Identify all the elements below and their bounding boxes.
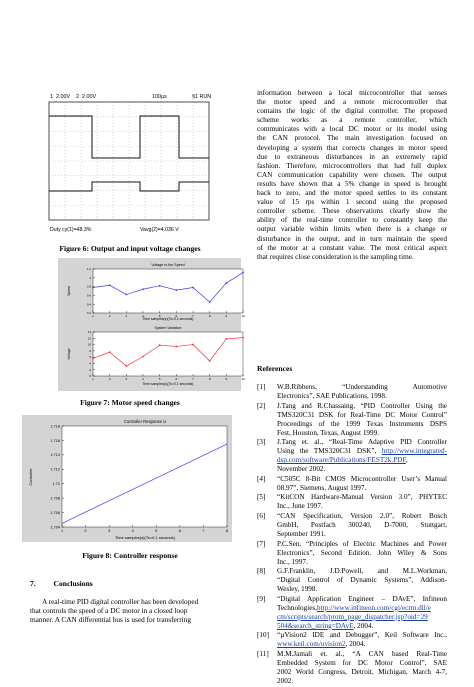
y-tick-label: 1.708: [50, 496, 60, 501]
figure-7-caption: Figure 7: Motor speed changes: [80, 398, 180, 407]
reference-line: P.C.Sen, “Principles of Electric Machines and Power: [277, 539, 447, 548]
controller-plot-ylabel: Controller: [28, 468, 33, 486]
x-tick-label: 2: [108, 377, 111, 381]
reference-line: “Digital Application Engineer – DAvE”, Infineon: [277, 594, 447, 603]
data-point: [192, 344, 194, 346]
reference-number: [9]: [257, 594, 266, 603]
y-tick-label: 14: [87, 330, 91, 335]
variation-plot-area: [93, 332, 243, 376]
reference-line: G.F.Franklin, J.D.Powell, and M.L.Workman,: [277, 567, 447, 576]
motor-speed-plots: [58, 258, 245, 391]
conclusions-continued-paragraph: [257, 88, 447, 261]
data-point: [109, 284, 111, 286]
reference-number: [10]: [257, 631, 269, 640]
scope-readout-vavg: Vavg(2)=4.036 V: [140, 227, 179, 233]
y-tick-label: 1.71: [52, 482, 60, 487]
reference-line: dsp.com/software/Publications/FEST2k.PDF,: [277, 456, 408, 465]
x-tick-label: 9: [225, 377, 228, 381]
data-point: [142, 288, 144, 290]
references-list: [257, 383, 447, 687]
text-line: that controls the speed of a DC motor in a closed loop: [30, 606, 188, 616]
reference-line: GmbH, Postfach 300240, D-7000, Stuttgart,: [277, 520, 447, 529]
figure-6: [44, 91, 214, 241]
reference-text: [277, 402, 447, 438]
y-tick-label: 10: [87, 342, 91, 347]
section-7-title: Conclusions: [53, 579, 93, 588]
x-tick-label: 4: [142, 314, 144, 318]
x-tick-label: 7: [192, 314, 194, 318]
reference-item: [257, 383, 447, 401]
x-tick-label: 9: [225, 314, 228, 318]
scope-run-status: §1 RUN: [192, 94, 212, 100]
reference-text: [277, 631, 447, 649]
y-tick-label: 0.2: [86, 311, 91, 316]
section-7-heading: [30, 579, 93, 588]
reference-line: September 1991.: [277, 529, 326, 538]
text-line: fashion. Therefore, microcontrollers that had full duplex: [257, 160, 447, 170]
data-point: [192, 287, 194, 289]
x-tick-label: 5: [158, 377, 161, 381]
scope-ch2-scale: 2.00V: [82, 94, 97, 100]
data-point: [225, 338, 227, 340]
reference-line: TMS320C31 DSK for Real-Time DC Motor Control”: [277, 410, 447, 419]
text-line: controller scheme. These observations clearly show the: [257, 206, 447, 216]
speed-plot-xlabel: Time samples(s)(Ts=0.1 seconds): [142, 317, 194, 321]
reference-text: [277, 567, 447, 594]
reference-number: [2]: [257, 401, 266, 410]
data-point: [242, 337, 244, 339]
reference-item: [257, 475, 447, 493]
x-tick-label: 7: [202, 528, 205, 533]
y-tick-label: 0.4: [86, 302, 91, 307]
reference-line: Inc., June 1997.: [277, 502, 323, 511]
reference-line: 504&search_string=DAvE, 2004.: [277, 621, 374, 630]
y-tick-label: 1.2: [86, 267, 91, 272]
text-line: of the motor at a constant value. The most critical aspect: [257, 242, 447, 252]
y-tick-label: 1.712: [50, 467, 60, 472]
controller-plot-title: Controller Response U: [123, 419, 167, 424]
data-point: [125, 365, 127, 367]
y-tick-label: 1.714: [50, 453, 60, 458]
reference-url-link[interactable]: www.keil.com/uvision2: [277, 640, 346, 649]
reference-item: [257, 540, 447, 567]
y-tick-label: 12: [87, 336, 91, 341]
text-line: manner. A CAN differential bus is used for transferring: [30, 615, 191, 625]
reference-url-link[interactable]: dsp.com/software/Publications/FEST2k.PDF: [277, 456, 406, 465]
y-tick-label: 4: [89, 361, 91, 366]
references-heading: References: [257, 364, 293, 373]
reference-line: Inc., 1997.: [277, 557, 308, 566]
reference-number: [3]: [257, 438, 266, 447]
reference-number: [7]: [257, 539, 266, 548]
x-tick-label: 4: [131, 528, 134, 533]
text-line: disturbance in the output, and in turn maintain the speed: [257, 233, 447, 243]
y-tick-label: 1.706: [50, 510, 60, 515]
reference-url-link[interactable]: 504&search_string=DAvE: [277, 621, 354, 630]
y-tick-label: 8: [89, 348, 91, 353]
scope-ch2-number: 2: [76, 94, 79, 100]
variation-plot-title: System Variation: [154, 326, 182, 330]
reference-line: “CAN Specification, Version 2.0”, Robert Bosch: [277, 511, 447, 520]
text-line: ability of the real-time controller to constantly keep the: [257, 215, 447, 225]
text-line: value of 15 rps within 1 second using the proposed: [257, 197, 447, 207]
x-tick-label: 1: [92, 314, 94, 318]
reference-url-link[interactable]: http://www.integrated-: [381, 447, 447, 456]
section-7-number: 7.: [30, 579, 36, 588]
y-tick-label: 6: [89, 355, 91, 360]
speed-plot-title: Voltage to the Speed: [151, 263, 185, 267]
reference-line: Electronics”, Second Edition. John Wiley & Sons: [277, 548, 447, 557]
reference-line: M.M.Jamali et. al., “A CAN based Real-Time: [277, 649, 447, 658]
data-point: [109, 351, 111, 353]
reference-line: 2002.: [277, 676, 294, 685]
reference-text: [277, 512, 447, 539]
x-tick-label: 1: [60, 528, 64, 533]
data-point: [175, 346, 177, 348]
text-line: contains the logic of the digital controller. The proposed: [257, 106, 447, 116]
reference-line: Using the TMS320C31 DSK”, http://www.integrated-: [277, 447, 447, 456]
reference-line: Wesley, 1998.: [277, 585, 318, 594]
text-line: that requires close consideration is the sampling time.: [257, 251, 414, 261]
x-tick-label: 1: [92, 377, 94, 381]
reference-number: [1]: [257, 383, 266, 391]
reference-line: www.keil.com/uvision2, 2004.: [277, 640, 366, 649]
text-line: information between a local microcontroller that senses: [257, 88, 447, 97]
x-tick-label: 6: [175, 377, 178, 381]
x-tick-label: 10: [241, 377, 245, 381]
reference-line: 08.97”, Siemens, August 1997.: [277, 483, 367, 492]
scope-ch1-scale: 2.00V: [56, 94, 71, 100]
data-point: [175, 289, 177, 291]
figure-7: [58, 258, 245, 391]
x-tick-label: 8: [208, 314, 211, 318]
reference-line: Electronics”, SAE Publications, 1998.: [277, 392, 387, 400]
reference-url-link[interactable]: http://www.infineon.com/cgi/ecrm.dll/e: [317, 603, 431, 612]
reference-line: “Digital Control of Dynamic Systems”, Addison-: [277, 576, 447, 585]
scope-readout-duty-cycle: Duty cy(1)=48.3%: [50, 227, 92, 233]
text-line: back to zero, and the motor speed settles to its constant: [257, 188, 447, 198]
data-point: [159, 285, 161, 287]
data-point: [225, 282, 227, 284]
text-line: results have shown that a 5% change in speed is brought: [257, 178, 447, 188]
x-tick-label: 2: [84, 528, 87, 533]
reference-line: Embedded System for DC Motor Control”, SAE: [277, 658, 447, 667]
scope-time-scale: 100µs: [152, 94, 167, 100]
reference-line: November 2002.: [277, 465, 326, 474]
reference-number: [4]: [257, 474, 266, 483]
data-point: [92, 358, 94, 360]
x-tick-label: 6: [175, 314, 178, 318]
y-tick-label: 0.6: [86, 293, 91, 298]
text-line: scheme works as a remote controller, which: [257, 115, 447, 125]
text-line: A real-time PID digital controller has been developed: [42, 597, 199, 606]
reference-line: 2002 World Congress, Detroit, Michigan, March 4-7,: [277, 667, 447, 676]
text-line: due to extraneous disturbances in an extremely rapid: [257, 151, 447, 161]
reference-line: “C505C 8-Bit CMOS Microcontroller User’s Manual: [277, 474, 447, 483]
data-point: [159, 344, 161, 346]
text-line: developing a system that corrects changes in motor speed: [257, 142, 447, 152]
scope-ch1-number: 1: [50, 94, 53, 100]
x-tick-label: 8: [208, 377, 211, 381]
x-tick-label: 10: [241, 314, 245, 318]
x-tick-label: 5: [155, 528, 158, 533]
reference-item: [257, 650, 447, 686]
reference-line: [277, 613, 447, 622]
reference-text: [277, 383, 447, 401]
figure-8: [22, 415, 232, 542]
reference-number: [11]: [257, 649, 269, 658]
reference-text: [277, 475, 447, 493]
reference-line: Proceedings of the 1999 Texas Instruments DSPS: [277, 419, 447, 428]
x-tick-label: 7: [192, 377, 194, 381]
reference-number: [6]: [257, 511, 266, 520]
data-point: [209, 360, 211, 362]
reference-line: “KitCON Hardware-Manual Version 3.0”, PHYTEC: [277, 493, 447, 502]
y-tick-label: 0.8: [86, 284, 91, 289]
data-point: [125, 294, 127, 296]
text-line: the CAN protocol. The main investigation focused on: [257, 133, 447, 143]
reference-item: [257, 402, 447, 438]
data-point: [142, 356, 144, 358]
reference-item: [257, 512, 447, 539]
x-tick-label: 4: [142, 377, 144, 381]
reference-item: [257, 567, 447, 594]
y-tick-label: 1: [89, 275, 91, 280]
speed-plot-ylabel: Speed: [67, 286, 71, 296]
x-tick-label: 3: [125, 314, 128, 318]
reference-text: [277, 493, 447, 511]
reference-item: [257, 493, 447, 511]
x-tick-label: 5: [158, 314, 161, 318]
reference-item: [257, 595, 447, 631]
reference-text: [277, 595, 447, 631]
reference-line: Technologies,http://www.infineon.com/cgi/ecrm.dll/e: [277, 603, 431, 612]
text-line: output variable within limits when there is a change or: [257, 224, 447, 234]
x-tick-label: 3: [125, 377, 128, 381]
reference-line: “µVision2 IDE and Debugger”, Keil Software Inc.,: [277, 631, 447, 640]
reference-number: [5]: [257, 493, 266, 502]
oscilloscope-screenshot: [44, 91, 214, 241]
text-line: CAN communication capability were chosen. The output: [257, 169, 447, 179]
x-tick-label: 6: [178, 528, 181, 533]
variation-plot-xlabel: Time samples(s)(Ts=0.1 seconds): [142, 382, 194, 386]
y-tick-label: 1.716: [50, 438, 60, 443]
y-tick-label: 0: [89, 374, 91, 379]
controller-plot-xlabel: Time samples(s)(Ts=0.1 seconds): [115, 535, 175, 540]
section-7-paragraph: [30, 597, 234, 624]
text-line: the motor speed and a remote microcontroller that: [257, 97, 447, 107]
controller-response-plot: [22, 415, 232, 542]
data-point: [92, 287, 94, 289]
reference-item: [257, 631, 447, 649]
y-tick-label: 1.718: [50, 424, 60, 429]
y-tick-label: 2: [89, 367, 91, 372]
y-tick-label: 1.704: [50, 525, 60, 530]
speed-plot: [67, 263, 245, 321]
reference-url-link[interactable]: cm/scripts/search/prom_page_dispatcher.jsp?oid=29: [277, 612, 428, 621]
reference-number: [8]: [257, 567, 266, 576]
variation-plot-ylabel: Voltage: [67, 348, 71, 360]
x-tick-label: 8: [225, 528, 229, 533]
reference-text: [277, 540, 447, 567]
reference-line: W.B.Ribbens, “Understanding Automotive: [277, 383, 447, 391]
reference-text: [277, 650, 447, 686]
text-line: communicates with a local DC motor or its model using: [257, 124, 447, 134]
x-tick-label: 2: [108, 314, 111, 318]
speed-plot-area: [93, 269, 243, 313]
x-tick-label: 3: [108, 528, 111, 533]
reference-item: [257, 438, 447, 474]
reference-line: Fest, Houston, Texas, August 1999.: [277, 428, 379, 437]
figure-6-caption: Figure 6: Output and input voltage changes: [59, 244, 201, 253]
reference-line: J.Tang et. al., “Real-Time Adaptive PID Controller: [277, 438, 447, 447]
data-point: [242, 272, 244, 274]
data-point: [209, 301, 211, 303]
figure-8-caption: Figure 8: Controller response: [82, 551, 178, 560]
reference-line: J.Tang and R.Chassaing, “PID Controller Using the: [277, 401, 447, 410]
reference-text: [277, 438, 447, 474]
